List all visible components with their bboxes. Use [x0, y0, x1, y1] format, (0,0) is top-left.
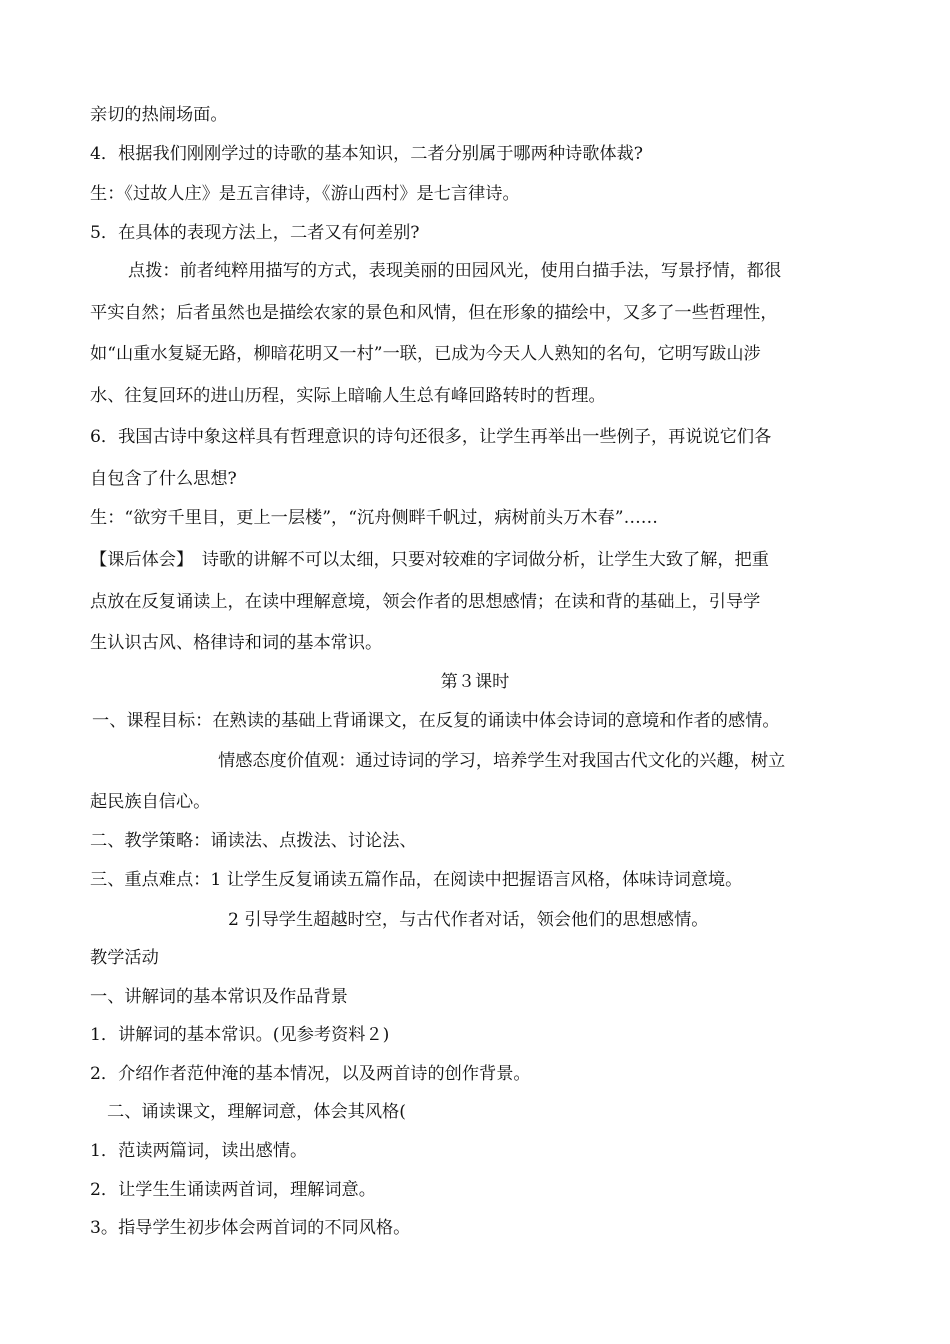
reflection-paragraph-line: 生认识古风、格律诗和词的基本常识。: [90, 633, 383, 653]
activity-item: 3。指导学生初步体会两首词的不同风格。: [90, 1218, 411, 1238]
activity-item: 1．讲解词的基本常识。(见参考资料２): [90, 1025, 390, 1045]
question-6-continued: 自包含了什么思想?: [90, 469, 237, 489]
course-goal: 一、课程目标：在熟读的基础上背诵课文，在反复的诵读中体会诗词的意境和作者的感情。: [92, 711, 780, 731]
reflection-paragraph-line: 点放在反复诵读上，在读中理解意境，领会作者的思想感情；在读和背的基础上，引导学: [90, 592, 761, 612]
course-goal-values: 情感态度价值观：通过诗词的学习，培养学生对我国古代文化的兴趣，树立: [218, 751, 786, 771]
key-difficulty-2: 2 引导学生超越时空，与古代作者对话，领会他们的思想感情。: [228, 910, 709, 930]
guidance-paragraph-line: 水、往复回环的进山历程，实际上暗喻人生总有峰回路转时的哲理。: [90, 386, 606, 406]
guidance-paragraph-line: 点拨：前者纯粹用描写的方式，表现美丽的田园风光，使用白描手法，写景抒情，都很: [128, 261, 782, 281]
text-line: 亲切的热闹场面。: [90, 105, 228, 125]
activity-item: 2．让学生生诵读两首词，理解词意。: [90, 1180, 376, 1200]
section-heading-activities: 教学活动: [90, 948, 159, 968]
question-5: 5．在具体的表现方法上，二者又有何差别?: [90, 223, 420, 243]
activity-section-2: 二、诵读课文，理解词意，体会其风格(: [107, 1102, 406, 1122]
activity-item: 2．介绍作者范仲淹的基本情况，以及两首诗的创作背景。: [90, 1064, 531, 1084]
key-difficulty-1: 三、重点难点：1 让学生反复诵读五篇作品，在阅读中把握语言风格，体味诗词意境。: [90, 870, 743, 890]
teaching-strategy: 二、教学策略：诵读法、点拨法、讨论法、: [90, 831, 417, 851]
question-6: 6．我国古诗中象这样具有哲理意识的诗句还很多，让学生再举出一些例子，再说说它们各: [90, 427, 772, 447]
activity-section-1: 一、讲解词的基本常识及作品背景: [90, 987, 348, 1007]
course-goal-values-continued: 起民族自信心。: [90, 792, 211, 812]
student-answer-6: 生：“欲穷千里目，更上一层楼”，“沉舟侧畔千帆过，病树前头万木春”……: [90, 508, 658, 528]
guidance-paragraph-line: 如“山重水复疑无路，柳暗花明又一村”一联，已成为今天人人熟知的名句，它明写跋山涉: [90, 344, 761, 364]
student-answer-4: 生：《过故人庄》是五言律诗，《游山西村》是七言律诗。: [90, 184, 520, 204]
guidance-paragraph-line: 平实自然；后者虽然也是描绘农家的景色和风情，但在形象的描绘中，又多了一些哲理性，: [90, 303, 778, 323]
activity-item: 1．范读两篇词，读出感情。: [90, 1141, 308, 1161]
lesson-heading: 第３课时: [440, 672, 510, 692]
reflection-paragraph-line: 【课后体会】 诗歌的讲解不可以太细，只要对较难的字词做分析，让学生大致了解，把重: [90, 550, 769, 570]
question-4: 4．根据我们刚刚学过的诗歌的基本知识，二者分别属于哪两种诗歌体裁?: [90, 144, 643, 164]
